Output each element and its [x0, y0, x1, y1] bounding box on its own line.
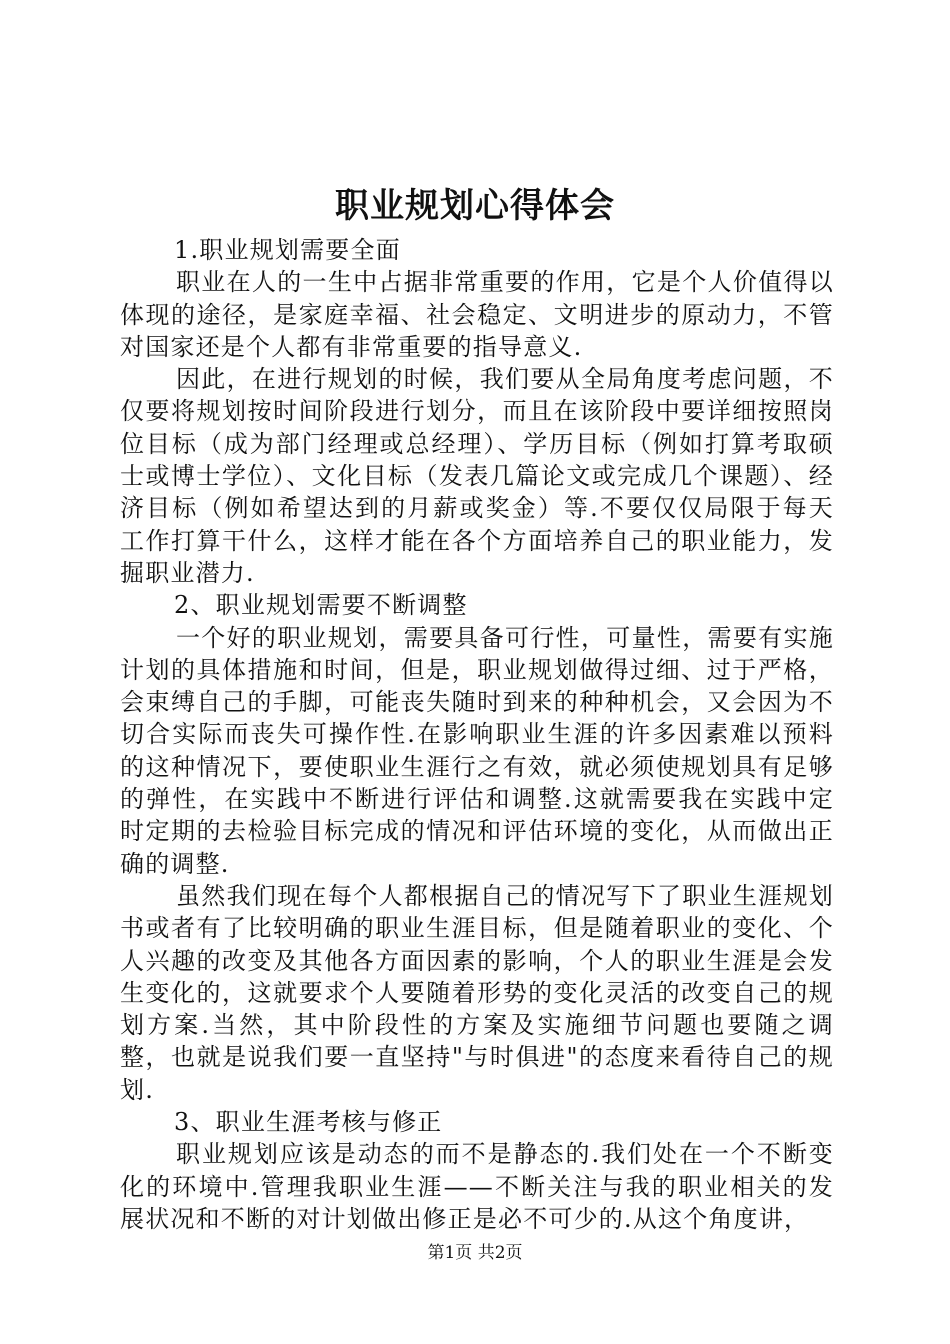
paragraph: 一个好的职业规划，需要具备可行性，可量性，需要有实施计划的具体措施和时间，但是，职业规划做得过细、过于严格，会束缚自己的手脚，可能丧失随时到来的种种机会，又会因为不切合实际而丧失可操作性.在影响职业生涯的许多因素难以预料的这种情况下，要使职业生涯行之有效，就必须使规划具有足够的弹性，在实践中不断进行评估和调整.这就需要我在实践中定时定期的去检验目标完成的情况和评估环境的变化，从而做出正确的调整.: [120, 623, 834, 878]
paragraph: 因此，在进行规划的时候，我们要从全局角度考虑问题，不仅要将规划按时间阶段进行划分，而且在该阶段中要详细按照岗位目标（成为部门经理或总经理）、学历目标（例如打算考取硕士或博士学位）、文化目标（发表几篇论文或完成几个课题）、经济目标（例如希望达到的月薪或奖金）等.不要仅仅局限于每天工作打算干什么，这样才能在各个方面培养自己的职业能力，发掘职业潜力.: [120, 365, 834, 587]
paragraph: 职业规划应该是动态的而不是静态的.我们处在一个不断变化的环境中.管理我职业生涯——不断关注与我的职业相关的发展状况和不断的对计划做出修正是必不可少的.从这个角度讲，: [120, 1140, 834, 1233]
paragraph: 职业在人的一生中占据非常重要的作用，它是个人价值得以体现的途径，是家庭幸福、社会稳定、文明进步的原动力，不管对国家还是个人都有非常重要的指导意义.: [120, 268, 834, 361]
paragraph: 虽然我们现在每个人都根据自己的情况写下了职业生涯规划书或者有了比较明确的职业生涯目标，但是随着职业的变化、个人兴趣的改变及其他各方面因素的影响，个人的职业生涯是会发生变化的，这就要求个人要随着形势的变化灵活的改变自己的规划方案.当然，其中阶段性的方案及实施细节问题也要随之调整，也就是说我们要一直坚持"与时俱进"的态度来看待自己的规划.: [120, 881, 834, 1104]
section-heading-3: 3、职业生涯考核与修正: [174, 1108, 443, 1137]
page-footer: 第1页 共2页: [427, 1243, 523, 1263]
document-body: [120, 234, 834, 1235]
section-heading-1: 1.职业规划需要全面: [174, 236, 401, 264]
section-heading-2: 2、职业规划需要不断调整: [174, 591, 468, 620]
document-title: 职业规划心得体会: [335, 186, 615, 226]
